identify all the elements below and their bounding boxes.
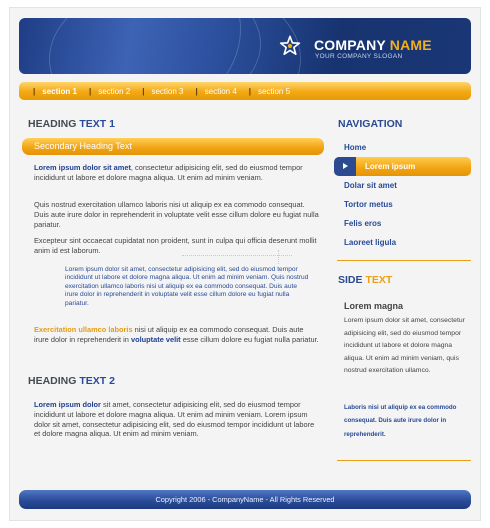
paragraph-4-text-end: esse cillum dolore eu fugiat nulla pariatur. xyxy=(180,334,319,344)
side-heading-part2: TEXT xyxy=(365,274,393,286)
heading-2 xyxy=(28,375,115,387)
paragraph-1-text: , consectetur adipisicing elit, sed do eiusmod tempor incididunt ut labore et dolore magna aliqua. Ut enim ad minim veniam. xyxy=(34,163,303,182)
nav-item-section-3[interactable] xyxy=(142,87,195,96)
top-navigation xyxy=(19,82,471,100)
nav-item-label: section 4 xyxy=(204,86,237,96)
header-streak xyxy=(49,18,301,74)
nav-item-label: section 2 xyxy=(98,86,131,96)
nav-separator: | xyxy=(195,86,198,96)
nav-separator: | xyxy=(88,86,92,96)
side-paragraph: Lorem ipsum dolor sit amet, consectetur adipisicing elit, sed do eiusmod tempor incididunt ut labore et dolore magna aliqua. Ut enim ad minim veniam, quis nostrud exercitation ullamco. xyxy=(344,317,465,375)
paragraph-3: Excepteur sint occaecat cupidatat non proident, sunt in culpa qui officia deserunt mollit anim id est laborum. xyxy=(34,236,317,255)
dotted-divider xyxy=(182,255,292,256)
secondary-heading-bar xyxy=(22,138,324,155)
nav-item-label: section 3 xyxy=(151,86,184,96)
company-slogan: YOUR COMPANY SLOGAN xyxy=(315,53,403,60)
heading-2-part1: HEADING xyxy=(28,375,77,387)
footer xyxy=(19,490,471,509)
nav-item-section-5[interactable] xyxy=(249,87,302,96)
company-name-part2: NAME xyxy=(389,37,432,53)
side-highlight-text: Laboris nisi ut aliquip ex ea commodo consequat. Duis aute irure dolor in reprehenderit. xyxy=(344,404,457,438)
paragraph-1 xyxy=(34,163,319,183)
sidebar-item-label: Laoreet ligula xyxy=(344,238,397,247)
sidebar-item-home[interactable] xyxy=(334,138,471,157)
paragraph-5-bold: Lorem ipsum dolor xyxy=(34,400,101,409)
sidebar-item-label: Felis eros xyxy=(344,219,382,228)
sidebar-item-label: Home xyxy=(344,143,367,152)
paragraph-4-text: nisi ut aliquip ex ea commodo consequat. Duis aute irure dolor in reprehenderit in xyxy=(34,325,304,344)
paragraph-2: Quis nostrud exercitation ullamco laboris nisi ut aliquip ex ea commodo consequat. Duis aute irure dolor in reprehenderit in voluptate velit esse cillum dolore eu fugiat nulla pariatur. xyxy=(34,200,319,229)
sidebar-divider xyxy=(337,260,471,261)
navigation-heading: NAVIGATION xyxy=(338,118,403,130)
nav-separator: | xyxy=(33,86,36,96)
heading-1-part1: HEADING xyxy=(28,118,77,130)
company-name-part1: COMPANY xyxy=(314,37,386,53)
paragraph-4 xyxy=(34,325,319,345)
header-banner xyxy=(19,18,471,74)
side-subheading: Lorem magna xyxy=(344,301,404,311)
heading-1 xyxy=(28,118,115,130)
copyright-text: Copyright 2006 - CompanyName - All Rights Reserved xyxy=(155,495,335,504)
paragraph-1-bold: Lorem ipsum dolor sit amet xyxy=(34,163,131,172)
nav-item-label: section 5 xyxy=(258,86,291,96)
paragraph-4-link[interactable]: voluptate velit xyxy=(130,334,181,344)
nav-item-label: section 1 xyxy=(42,86,77,96)
secondary-heading: Secondary Heading Text xyxy=(34,141,132,151)
nav-item-section-2[interactable] xyxy=(88,86,145,96)
nav-separator: | xyxy=(248,86,252,96)
sidebar-item-label: Lorem ipsum xyxy=(365,162,416,171)
quote-block: Lorem ipsum dolor sit amet, consectetur adipisicing elit, sed do eiusmod tempor incididunt ut labore et dolore magna aliqua. Ut enim ad minim veniam. Quis nostrud exercitation ullamco laboris nisi ut aliquip ex ea commodo consequat. Duis aute irure dolor in reprehenderit in voluptate velit esse cillum dolore eu fugiat nulla pariatur. xyxy=(65,266,309,307)
nav-separator: | xyxy=(142,86,145,96)
arrow-right-icon xyxy=(334,157,356,176)
sidebar-item-tortor-metus[interactable] xyxy=(334,195,471,214)
company-name[interactable] xyxy=(314,37,432,53)
star-icon xyxy=(279,35,301,57)
sidebar-item-dolar-sit-amet[interactable] xyxy=(334,176,471,195)
sidebar-item-label: Tortor metus xyxy=(344,200,393,209)
dotted-divider xyxy=(278,250,279,264)
sidebar-item-lorem-ipsum[interactable] xyxy=(334,157,471,176)
sidebar-item-felis-eros[interactable] xyxy=(334,214,471,233)
side-heading-part1: SIDE xyxy=(338,274,363,286)
paragraph-5-text: sit amet, consectetur adipisicing elit, sed do eiusmod tempor incididunt ut labore et dolore magna aliqua. Ut enim ad minim veniam. Lorem ipsum dolor sit amet, consectetur adipisicing elit, sed do eiusmod tempor incididunt ut labore et dolore magna aliqua. Ut enim ad minim veniam. xyxy=(34,400,315,439)
side-text-heading xyxy=(338,274,392,286)
sidebar-item-laoreet-ligula[interactable] xyxy=(334,233,471,252)
nav-item-section-1[interactable] xyxy=(33,86,92,96)
sidebar-divider xyxy=(337,460,471,461)
heading-1-part2: TEXT 1 xyxy=(79,118,115,130)
sidebar-item-label: Dolar sit amet xyxy=(344,181,397,190)
heading-2-part2: TEXT 2 xyxy=(79,375,115,387)
nav-item-section-4[interactable] xyxy=(195,86,252,96)
paragraph-5 xyxy=(34,400,319,439)
paragraph-4-orange[interactable]: Exercitation ullamco laboris xyxy=(34,325,133,334)
